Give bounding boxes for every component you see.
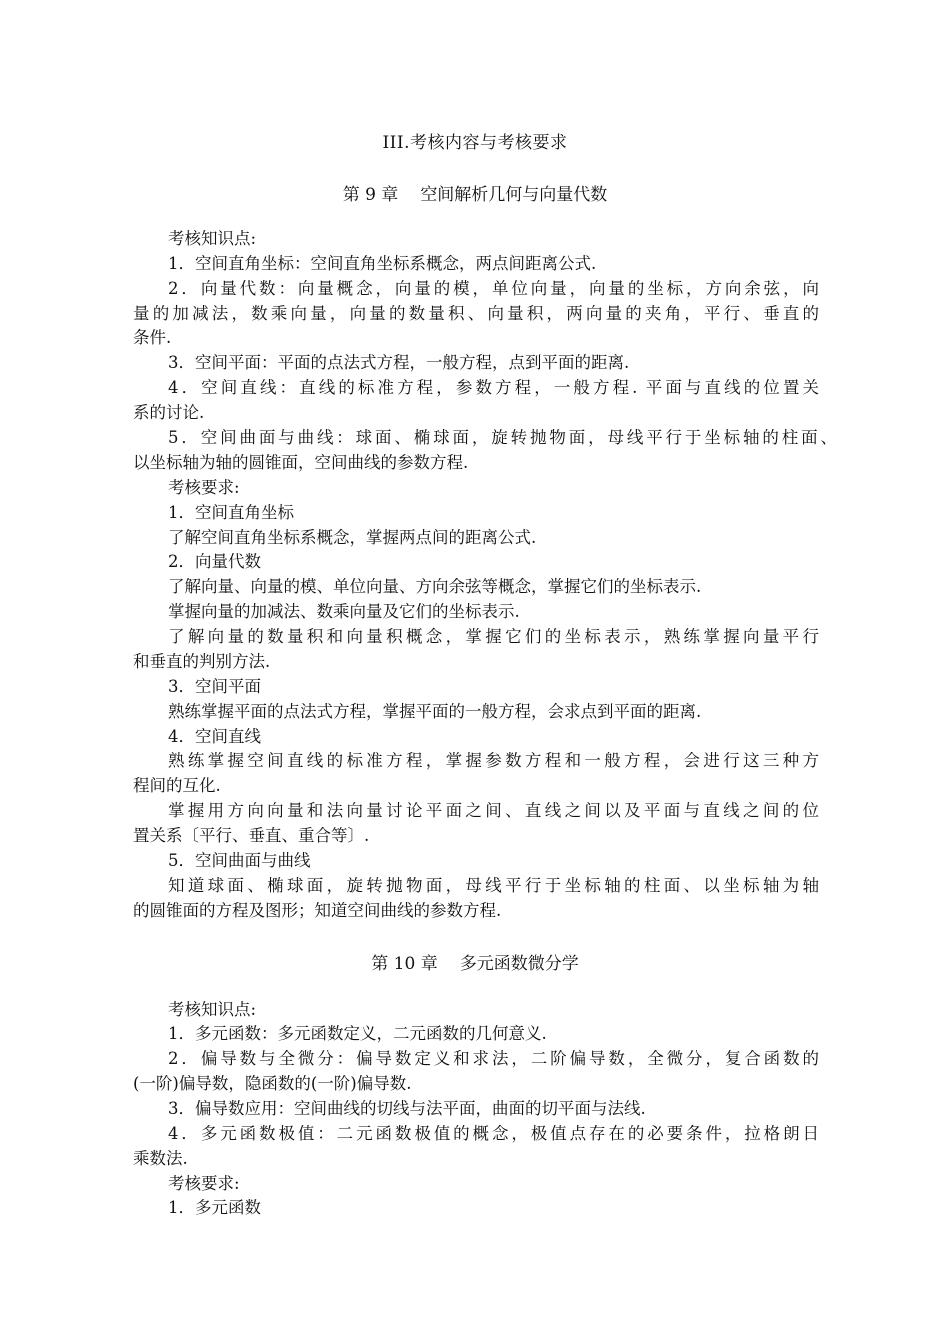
ch9-line: 3．空间平面	[168, 677, 261, 696]
chapter-10-number: 第 10 章	[371, 954, 438, 974]
ch9-line: 置关系〔平行、垂直、重合等〕.	[133, 826, 370, 845]
ch9-line: 3．空间平面：平面的点法式方程，一般方程，点到平面的距离.	[168, 353, 630, 372]
ch9-requirements-heading: 考核要求:	[168, 478, 240, 497]
ch10-line: 4．多元函数极值：二元函数极值的概念，极值点存在的必要条件，拉格朗日	[168, 1124, 819, 1143]
ch9-line: 系的讨论.	[133, 403, 205, 422]
ch9-line: 4．空间直线：直线的标准方程，参数方程，一般方程. 平面与直线的位置关	[168, 378, 819, 397]
ch9-line: 条件.	[133, 328, 172, 347]
ch9-line: 和垂直的判别方法.	[133, 652, 271, 671]
ch9-line: 了解向量的数量积和向量积概念，掌握它们的坐标表示，熟练掌握向量平行	[168, 627, 819, 646]
ch9-line: 5．空间曲面与曲线	[168, 851, 311, 870]
ch9-line: 知道球面、椭球面，旋转抛物面，母线平行于坐标轴的柱面、以坐标轴为轴	[168, 876, 819, 895]
ch9-line: 2．向量代数：向量概念，向量的模，单位向量，向量的坐标，方向余弦，向	[168, 279, 819, 298]
ch10-line: 1．多元函数	[168, 1198, 261, 1217]
ch10-line: 2．偏导数与全微分：偏导数定义和求法，二阶偏导数，全微分，复合函数的	[168, 1049, 819, 1068]
ch10-knowledge-heading: 考核知识点:	[168, 1000, 257, 1019]
ch9-line: 1．空间直角坐标：空间直角坐标系概念，两点间距离公式.	[168, 254, 597, 273]
ch9-line: 5．空间曲面与曲线：球面、椭球面，旋转抛物面，母线平行于坐标轴的柱面、	[168, 428, 837, 447]
section-title: III.考核内容与考核要求	[382, 133, 568, 153]
ch9-line: 量的加减法，数乘向量，向量的数量积、向量积，两向量的夹角，平行、垂直的	[133, 304, 819, 323]
chapter-10-name: 多元函数微分学	[459, 954, 579, 974]
ch9-line: 掌握用方向向量和法向量讨论平面之间、直线之间以及平面与直线之间的位	[168, 801, 819, 820]
ch9-line: 以坐标轴为轴的圆锥面，空间曲线的参数方程.	[133, 453, 469, 472]
ch9-line: 1．空间直角坐标	[168, 503, 294, 522]
ch9-line: 了解向量、向量的模、单位向量、方向余弦等概念，掌握它们的坐标表示.	[168, 577, 702, 596]
ch10-line: (一阶)偏导数，隐函数的(一阶)偏导数.	[133, 1074, 412, 1093]
ch10-requirements-heading: 考核要求:	[168, 1174, 240, 1193]
ch10-line: 乘数法.	[133, 1149, 188, 1168]
ch9-knowledge-heading: 考核知识点:	[168, 229, 257, 248]
ch9-line: 2．向量代数	[168, 552, 261, 571]
ch9-line: 4．空间直线	[168, 727, 261, 746]
chapter-9-number: 第 9 章	[342, 185, 399, 205]
chapter-10-heading	[0, 949, 950, 974]
ch10-line: 3．偏导数应用：空间曲线的切线与法平面，曲面的切平面与法线.	[168, 1099, 646, 1118]
ch9-line: 程间的互化.	[133, 776, 221, 795]
ch10-line: 1．多元函数：多元函数定义，二元函数的几何意义.	[168, 1024, 547, 1043]
ch9-line: 掌握向量的加减法、数乘向量及它们的坐标表示.	[168, 602, 520, 621]
chapter-9-heading	[0, 180, 950, 205]
ch9-line: 熟练掌握平面的点法式方程，掌握平面的一般方程，会求点到平面的距离.	[168, 702, 702, 721]
ch9-line: 的圆锥面的方程及图形；知道空间曲线的参数方程.	[133, 901, 502, 920]
ch9-line: 了解空间直角坐标系概念，掌握两点间的距离公式.	[168, 528, 537, 547]
ch9-line: 熟练掌握空间直线的标准方程，掌握参数方程和一般方程，会进行这三种方	[168, 751, 819, 770]
chapter-9-name: 空间解析几何与向量代数	[420, 185, 608, 205]
